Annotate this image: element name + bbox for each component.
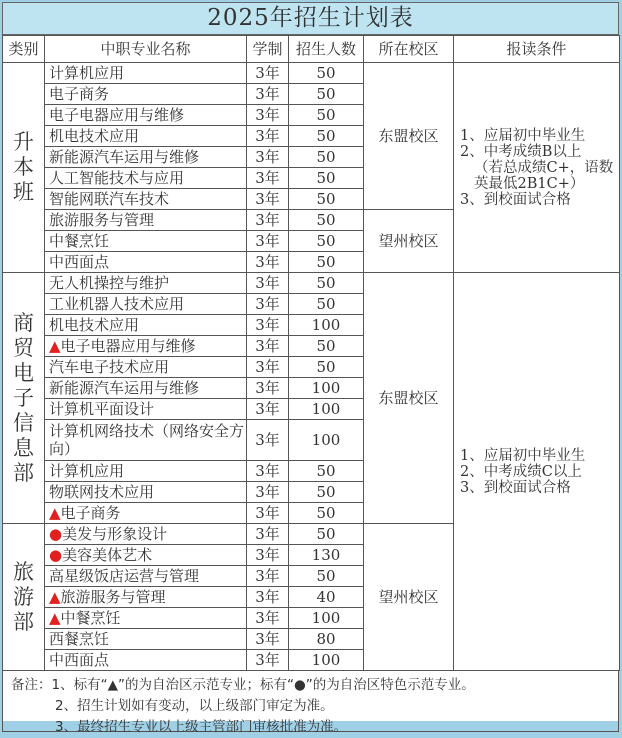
note-line: 2、招生计划如有变动，以上级部门审定为准。 [55, 698, 334, 714]
major-name-text: 电子电器应用与维修 [60, 336, 196, 355]
notes [2, 671, 619, 735]
major-name-text: 中西面点 [49, 650, 110, 669]
major-name [45, 210, 247, 231]
enrollment-count: 50 [289, 105, 364, 126]
triangle-marker-icon: ▲ [49, 608, 61, 627]
major-name-text: 计算机应用 [49, 63, 125, 82]
major-name [45, 587, 247, 608]
condition-line: 3、到校面试合格 [460, 191, 571, 208]
major-name-text: 新能源汽车运用与维修 [49, 378, 200, 397]
major-name-text: 西餐烹饪 [49, 629, 110, 648]
major-name-text: 电子电器应用与维修 [49, 105, 185, 124]
major-name [45, 147, 247, 168]
enrollment-count: 100 [289, 378, 364, 399]
campus-cell: 东盟校区 [364, 63, 454, 210]
study-years: 3年 [247, 294, 289, 315]
study-years: 3年 [247, 461, 289, 482]
major-name-text: 高星级饭店运营与管理 [49, 566, 200, 585]
triangle-marker-icon: ▲ [49, 503, 61, 522]
study-years: 3年 [247, 84, 289, 105]
study-years: 3年 [247, 482, 289, 503]
major-name [45, 63, 247, 84]
study-years: 3年 [247, 189, 289, 210]
major-name [45, 252, 247, 273]
study-years: 3年 [247, 503, 289, 524]
study-years: 3年 [247, 420, 289, 461]
enrollment-count: 100 [289, 399, 364, 420]
category-cell: 升本班 [3, 63, 45, 273]
condition-line: （若总成绩C+，语数英最低2B1C+） [474, 159, 614, 192]
study-years: 3年 [247, 126, 289, 147]
enrollment-count: 50 [289, 168, 364, 189]
header-count: 招生人数 [289, 36, 364, 63]
condition-line: 2、中考成绩C以上 [460, 463, 582, 480]
major-name-text: 电子商务 [60, 503, 121, 522]
major-name [45, 399, 247, 420]
campus-cell: 东盟校区 [364, 273, 454, 524]
study-years: 3年 [247, 336, 289, 357]
study-years: 3年 [247, 524, 289, 545]
major-name [45, 315, 247, 336]
major-name [45, 545, 247, 566]
header-conditions: 报读条件 [454, 36, 620, 63]
table-row [3, 273, 620, 294]
major-name-text: 中餐烹饪 [49, 231, 110, 250]
major-name-text: 汽车电子技术应用 [49, 357, 170, 376]
study-years: 3年 [247, 315, 289, 336]
header-campus: 所在校区 [364, 36, 454, 63]
study-years: 3年 [247, 231, 289, 252]
condition-line: 2、中考成绩B以上 [460, 143, 582, 160]
major-name [45, 482, 247, 503]
enrollment-count: 50 [289, 210, 364, 231]
major-name-text: 旅游服务与管理 [60, 587, 166, 606]
major-name-text: 美容美体艺术 [62, 545, 153, 564]
header-row [3, 36, 620, 63]
study-years: 3年 [247, 168, 289, 189]
major-name [45, 168, 247, 189]
enrollment-count: 50 [289, 84, 364, 105]
triangle-marker-icon: ▲ [49, 587, 61, 606]
major-name [45, 273, 247, 294]
major-name-text: 智能网联汽车技术 [49, 189, 170, 208]
conditions-cell [454, 63, 620, 273]
major-name [45, 336, 247, 357]
major-name-text: 机电技术应用 [49, 315, 140, 334]
major-name [45, 420, 247, 461]
study-years: 3年 [247, 357, 289, 378]
study-years: 3年 [247, 650, 289, 671]
circle-marker-icon: ● [49, 524, 63, 543]
condition-line: 3、到校面试合格 [460, 479, 571, 496]
major-name-text: 计算机网络技术（网络安全方向） [49, 422, 245, 458]
header-category: 类别 [3, 36, 45, 63]
header-major: 中职专业名称 [45, 36, 247, 63]
study-years: 3年 [247, 566, 289, 587]
major-name [45, 231, 247, 252]
enrollment-count: 100 [289, 315, 364, 336]
major-name-text: 中西面点 [49, 252, 110, 271]
page-title: 2025年招生计划表 [2, 2, 619, 35]
circle-marker-icon: ● [49, 545, 63, 564]
study-years: 3年 [247, 545, 289, 566]
header-years: 学制 [247, 36, 289, 63]
enrollment-count: 50 [289, 189, 364, 210]
study-years: 3年 [247, 378, 289, 399]
enrollment-count: 50 [289, 566, 364, 587]
campus-cell: 望州校区 [364, 524, 454, 671]
major-name [45, 357, 247, 378]
major-name-text: 美发与形象设计 [62, 524, 168, 543]
major-name [45, 629, 247, 650]
major-name [45, 126, 247, 147]
enrollment-count: 50 [289, 336, 364, 357]
major-name-text: 工业机器人技术应用 [49, 294, 185, 313]
major-name [45, 461, 247, 482]
enrollment-count: 100 [289, 608, 364, 629]
major-name-text: 计算机平面设计 [49, 399, 155, 418]
enrollment-count: 50 [289, 63, 364, 84]
study-years: 3年 [247, 273, 289, 294]
major-name [45, 189, 247, 210]
major-name-text: 机电技术应用 [49, 126, 140, 145]
note-line: 备注：1、标有“▲”的为自治区示范专业；标有“●”的为自治区特色示范专业。 [11, 677, 475, 693]
enrollment-count: 100 [289, 420, 364, 461]
major-name [45, 650, 247, 671]
study-years: 3年 [247, 608, 289, 629]
study-years: 3年 [247, 105, 289, 126]
major-name [45, 84, 247, 105]
note-line: 3、最终招生专业以上级主管部门审核批准为准。 [55, 719, 348, 735]
major-name-text: 人工智能技术与应用 [49, 168, 185, 187]
category-cell: 商贸电子信息部 [3, 273, 45, 524]
enrollment-count: 50 [289, 231, 364, 252]
major-name-text: 新能源汽车运用与维修 [49, 147, 200, 166]
study-years: 3年 [247, 629, 289, 650]
enrollment-count: 50 [289, 126, 364, 147]
study-years: 3年 [247, 63, 289, 84]
major-name [45, 105, 247, 126]
major-name [45, 503, 247, 524]
enrollment-count: 50 [289, 357, 364, 378]
enrollment-count: 50 [289, 482, 364, 503]
enrollment-plan [2, 2, 619, 735]
major-name [45, 378, 247, 399]
triangle-marker-icon: ▲ [49, 336, 61, 355]
condition-line: 1、应届初中毕业生 [460, 127, 586, 144]
study-years: 3年 [247, 399, 289, 420]
enrollment-count: 50 [289, 273, 364, 294]
major-name [45, 608, 247, 629]
study-years: 3年 [247, 147, 289, 168]
major-name-text: 无人机操控与维护 [49, 273, 170, 292]
enrollment-count: 130 [289, 545, 364, 566]
major-name [45, 566, 247, 587]
enrollment-table [2, 35, 620, 671]
enrollment-count: 50 [289, 294, 364, 315]
enrollment-count: 50 [289, 252, 364, 273]
table-row [3, 63, 620, 84]
enrollment-count: 50 [289, 524, 364, 545]
major-name-text: 旅游服务与管理 [49, 210, 155, 229]
category-cell: 旅游部 [3, 524, 45, 671]
enrollment-count: 50 [289, 461, 364, 482]
study-years: 3年 [247, 587, 289, 608]
campus-cell: 望州校区 [364, 210, 454, 273]
major-name [45, 294, 247, 315]
major-name-text: 中餐烹饪 [60, 608, 121, 627]
enrollment-count: 100 [289, 650, 364, 671]
enrollment-count: 80 [289, 629, 364, 650]
condition-line: 1、应届初中毕业生 [460, 447, 586, 464]
study-years: 3年 [247, 252, 289, 273]
enrollment-count: 50 [289, 147, 364, 168]
major-name [45, 524, 247, 545]
major-name-text: 计算机应用 [49, 461, 125, 480]
major-name-text: 物联网技术应用 [49, 482, 155, 501]
conditions-cell [454, 273, 620, 671]
table-body [3, 63, 620, 671]
study-years: 3年 [247, 210, 289, 231]
enrollment-count: 50 [289, 503, 364, 524]
major-name-text: 电子商务 [49, 84, 110, 103]
enrollment-count: 40 [289, 587, 364, 608]
